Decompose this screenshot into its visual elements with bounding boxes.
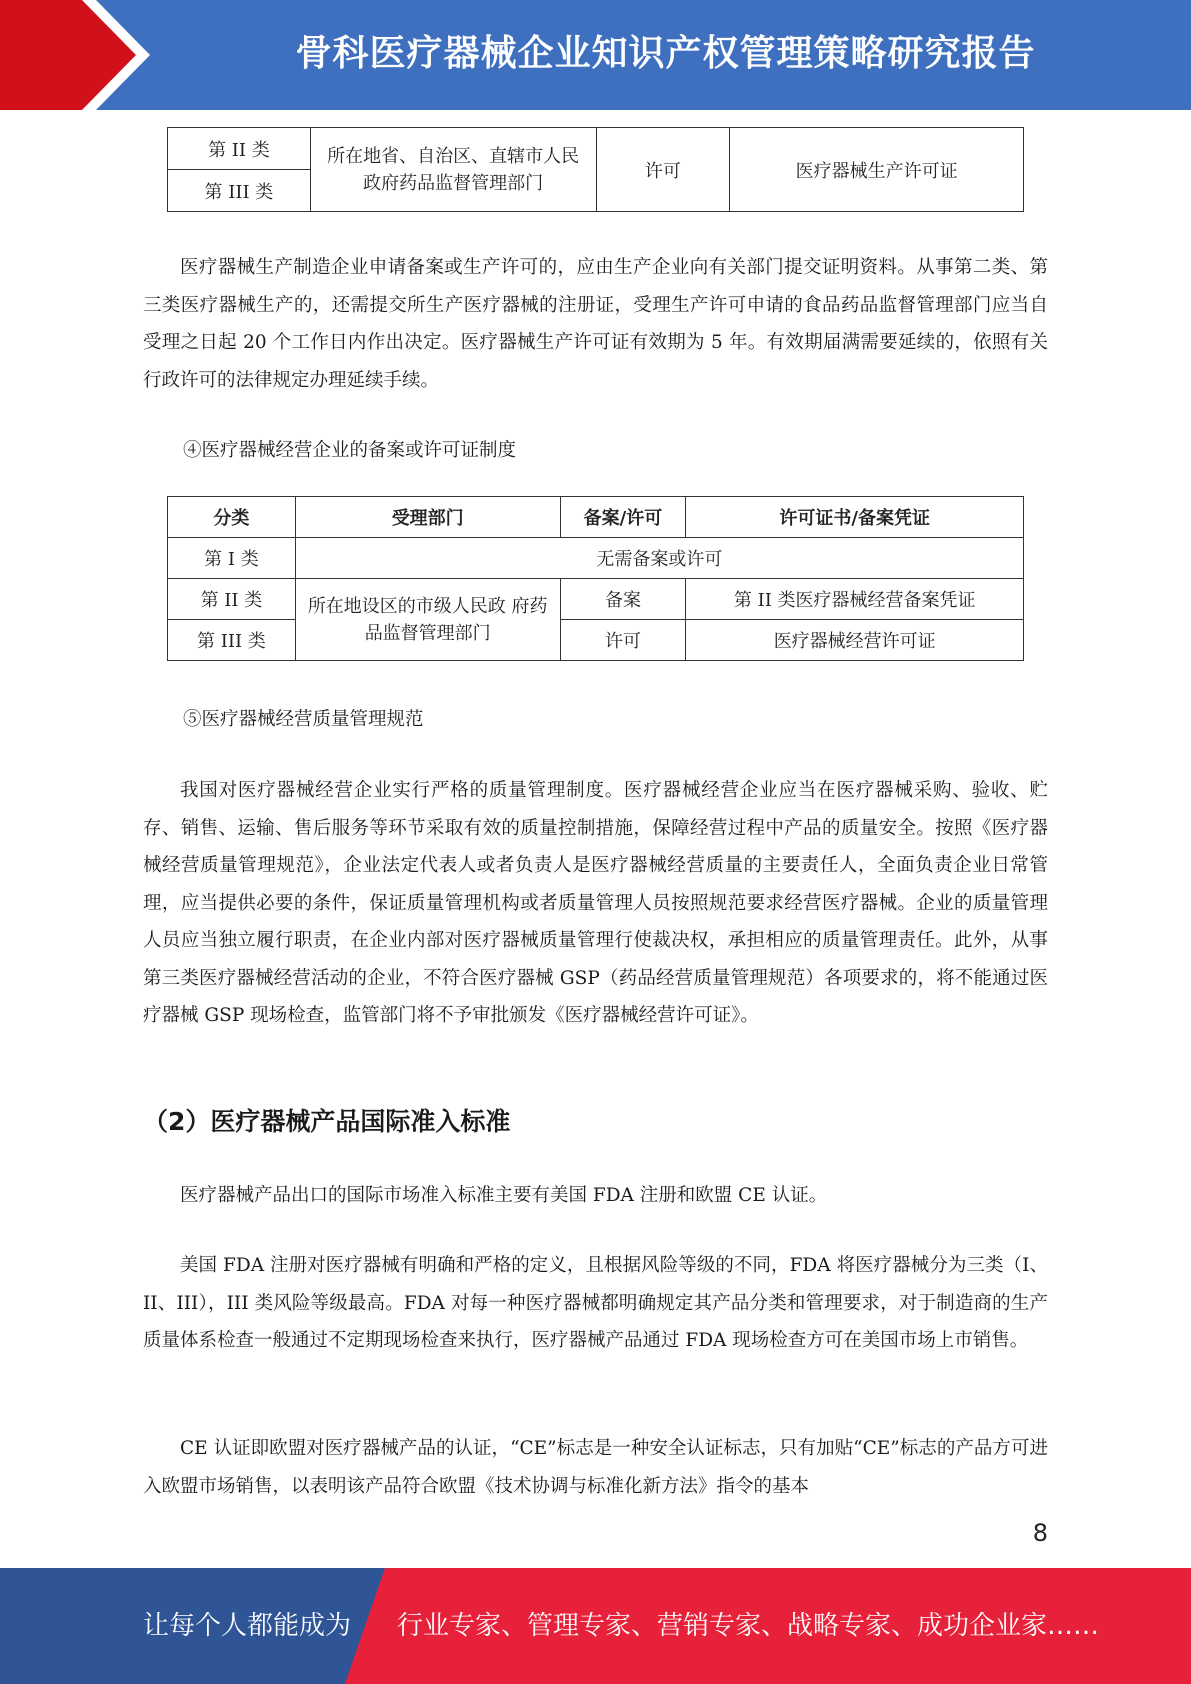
footer-slogan-left: 让每个人都能成为 xyxy=(143,1611,352,1641)
type-cell: 备案 xyxy=(560,579,686,620)
page-header xyxy=(0,0,1191,110)
paragraph-production-license: 医疗器械生产制造企业申请备案或生产许可的，应由生产企业向有关部门提交证明资料。从事第二类、第三类医疗器械生产的，还需提交所生产医疗器械的注册证，受理生产许可申请的食品药品监督管理部门应当自受理之日起 20 个工作日内作出决定。医疗器械生产许可证有效期为 5 年。有效期届满需要延续的，依照有关行政许可的法律规定办理延续手续。 xyxy=(143,257,1048,391)
header-chevron-decoration xyxy=(0,0,160,110)
page-footer xyxy=(0,1568,1191,1684)
page-number: 8 xyxy=(1032,1519,1048,1547)
table-row xyxy=(168,128,1024,170)
certificate-cell: 医疗器械生产许可证 xyxy=(730,128,1024,212)
report-title: 骨科医疗器械企业知识产权管理策略研究报告 xyxy=(295,33,1036,74)
paragraph-market-standards: 医疗器械产品出口的国际市场准入标准主要有美国 FDA 注册和欧盟 CE 认证。 xyxy=(180,1185,828,1206)
footer-slogan-right: 行业专家、管理专家、营销专家、战略专家、成功企业家…… xyxy=(397,1611,1100,1641)
category-cell: 第 II 类 xyxy=(168,128,311,170)
subheading-business-license: ④医疗器械经营企业的备案或许可证制度 xyxy=(183,440,517,461)
header-category: 分类 xyxy=(168,497,296,538)
certificate-cell: 第 II 类医疗器械经营备案凭证 xyxy=(686,579,1024,620)
table-header-row xyxy=(168,497,1024,538)
type-cell: 许可 xyxy=(560,620,686,661)
subheading-quality-management: ⑤医疗器械经营质量管理规范 xyxy=(183,709,424,730)
category-cell: 第 II 类 xyxy=(168,579,296,620)
header-certificate: 许可证书/备案凭证 xyxy=(686,497,1024,538)
table-row xyxy=(168,579,1024,620)
header-type: 备案/许可 xyxy=(560,497,686,538)
department-cell: 所在地省、自治区、直辖市人民政府药品监督管理部门 xyxy=(310,128,596,212)
type-cell: 许可 xyxy=(596,128,730,212)
note-cell: 无需备案或许可 xyxy=(295,538,1023,579)
production-license-table xyxy=(167,127,1024,212)
section-title-international-standards: （2）医疗器械产品国际准入标准 xyxy=(143,1107,511,1136)
table-row xyxy=(168,538,1024,579)
category-cell: 第 I 类 xyxy=(168,538,296,579)
paragraph-quality-management: 我国对医疗器械经营企业实行严格的质量管理制度。医疗器械经营企业应当在医疗器械采购、验收、贮存、销售、运输、售后服务等环节采取有效的质量控制措施，保障经营过程中产品的质量安全。按照《医疗器械经营质量管理规范》，企业法定代表人或者负责人是医疗器械经营质量的主要责任人，全面负责企业日常管理，应当提供必要的条件，保证质量管理机构或者质量管理人员按照规范要求经营医疗器械。企业的质量管理人员应当独立履行职责，在企业内部对医疗器械质量管理行使裁决权，承担相应的质量管理责任。此外，从事第三类医疗器械经营活动的企业，不符合医疗器械 GSP（药品经营质量管理规范）各项要求的，将不能通过医疗器械 GSP 现场检查，监管部门将不予审批颁发《医疗器械经营许可证》。 xyxy=(143,780,1048,1026)
header-department: 受理部门 xyxy=(295,497,560,538)
business-license-table xyxy=(167,496,1024,661)
department-cell: 所在地设区的市级人民政 府药品监督管理部门 xyxy=(295,579,560,661)
certificate-cell: 医疗器械经营许可证 xyxy=(686,620,1024,661)
category-cell: 第 III 类 xyxy=(168,170,311,212)
paragraph-fda: 美国 FDA 注册对医疗器械有明确和严格的定义，且根据风险等级的不同，FDA 将医疗器械分为三类（I、II、III），III 类风险等级最高。FDA 对每一种医疗器械都明确规定其产品分类和管理要求，对于制造商的生产质量体系检查一般通过不定期现场检查来执行，医疗器械产品通过 FDA 现场检查方可在美国市场上市销售。 xyxy=(143,1255,1048,1351)
paragraph-ce: CE 认证即欧盟对医疗器械产品的认证，“CE”标志是一种安全认证标志，只有加贴“CE”标志的产品方可进入欧盟市场销售，以表明该产品符合欧盟《技术协调与标准化新方法》指令的基本 xyxy=(143,1438,1048,1497)
category-cell: 第 III 类 xyxy=(168,620,296,661)
